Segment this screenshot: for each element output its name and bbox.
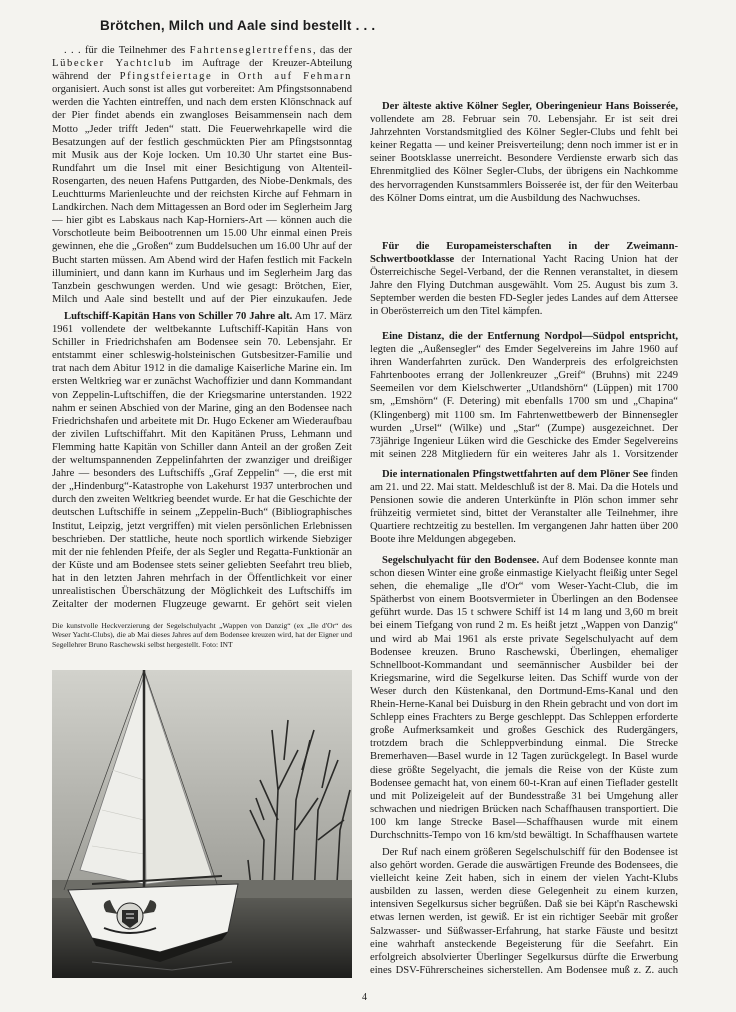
ploen-paragraph (370, 468, 678, 548)
page-number: 4 (362, 992, 367, 1003)
schiller-heading: Luftschiff-Kapitän Hans von Schiller 70 Jahre alt. (64, 311, 293, 322)
boisseree-heading: Der älteste aktive Kölner Segler, Oberingenieur Hans Boisserée, (382, 101, 678, 112)
europa-heading: Für die Europameisterschaften in der Zweimann-Schwertbootklasse (370, 241, 678, 266)
photo-caption: Die kunstvolle Heckverzierung der Segelschulyacht „Wappen von Danzig“ (ex „Ile d'Or“ des Weser Yacht-Clubs), die ab Mai dieses Jahres auf dem Bodensee kreuzen wird, hat der Eigner und Segellehrer Bruno Raschewski selbst hergestellt. Foto: INT (52, 621, 352, 649)
intro-paragraph: . . . für die Teilnehmer des Fahrtenseglertreffens, das der Lübecker Yachtclub im Auftrage der Kreuzer-Abteilung während der Pfingstfeiertage in Orth auf Fehmarn organisiert. Auch sonst ist alles gut vorbereitet: Am Pfingstsonnabend werden die Yachten eintreffen, und nach dem ersten Klönschnack auf der Pier findet abends ein zwangloses Beisammensein nach dem Motto „Jeder trifft Jeden“ statt. Die Feuerwehrkapelle wird die Besatzungen auf der festlich geschmückten Pier am Pfingstsonntag mit Musik aus der Koje locken. Um 10.30 Uhr startet eine Bus-Rundfahrt um die Insel mit einer Besichtigung von Altenteil-Rosengarten, des neuen Hafens Puttgarden, des Niobe-Denkmals, des Leuchtturms Marienleuchte und der reichsten Kirche auf Fehmarn in Landkirchen. Nach dem Mittagessen an Bord oder im Seglerheim Jarg — hier gibt es Labskaus nach Kap-Horniers-Art — können auch die Vorschotleute beim Beibootrennen um 15.00 Uhr einmal einen Preis gewinnen, ehe die „Großen“ zum Buddelsuchen um 16.00 Uhr auf der Bucht starten müssen. Am Abend wird der Hafen festlich mit Fackeln illuminiert, und dann kann im Kurhaus und im Seglerheim Jarg das Tanzbein geschwungen werden. Und wie gesagt: Brötchen, Eier, Milch und Aale sind bestellt und auf der Pier einzukaufen. Jede (52, 45, 352, 305)
europa-paragraph (370, 240, 678, 320)
schulyacht-heading: Segelschulyacht für den Bodensee. (382, 555, 540, 566)
schiller-body: Am 17. März 1961 vollendete der weltbekannte Luftschiff-Kapitän Hans von Schiller in Friedrichshafen am Bodensee sein 70. Lebensjahr. Er entstammt einer schleswig-holsteinischen Gutsbesitzer-Familie und trat nach dem Abitur 1912 in die damalige Kaiserliche Marine ein. Im ersten Weltkrieg war er zunächst Wachoffizier und dann Kommandant von Zeppelin-Luftschiffen, die der Kriegsmarine unterstanden. 1922 nahm er seinen Abschied von der Marine, ging an den Bodensee nach Friedrichshafen und arbeitete mit Dr. Hugo Eckener am Wiederaufbau der zivilen Luftschiffahrt. Mit den Kapitänen Pruss, Lehmann und Flemming hatte Kapitän von Schiller dann Anteil an der großen Zeit der weltumspannenden Zeppelinfahrten der zwanziger und dreißiger Jahre — besonders des Luftschiffs „Graf Zeppelin“ —, die erst mit der „Hindenburg“-Katastrophe von Lakehurst 1937 unterbrochen und durch den zweiten Weltkrieg beendet wurde. Er hat die Geschichte der deutschen Luftschiffe in seinem „Zeppelin-Buch“ (Bibliographisches Institut, Leipzig, jetzt vergriffen) mit vielen persönlichen Erlebnissen beschrieben. Der stattliche, heute noch sportlich wirkende Siebziger mit der nie fehlenden Pfeife, der als Segler und Regatta-Funktionär an der Küste und am Bodensee stets seiner geliebten Seefahrt treu blieb, hat in den letzten Jahren mehrfach in der Öffentlichkeit vor einer unrealistischen Überschätzung der Möglichkeit des Luftschiffs im Zeitalter der modernen Flugzeuge gewarnt. Er gehört seit vielen (52, 311, 352, 610)
distanz-body: legten die „Außensegler“ des Emder Segelvereins im Jahre 1960 auf ihren Wanderfahrten zurück. Den Wanderpreis des erfolgreichsten Fahrtenbootes errang der Jollenkreuzer „Greif“ (Bruhns) mit 2249 Seemeilen vor dem Kielschwerter „Utlandshörn“ (Lüppen) mit 1700 sm, „Emshörn“ (F. Detering) mit ebenfalls 1700 sm und „Chapina“ (Klingenberg) mit 1100 sm. Im Fahrtenwettbewerb der Binnensegler wurden „Ursel“ (Wilke) und „Star“ (Zumpe) ausgezeichnet. Der 73jährige Ingenieur Lüken wird die Geschicke des Emder Segelvereins mit seinen 228 Mitgliedern für ein weiteres Jahr als 1. Vorsitzender (370, 344, 678, 460)
ploen-body: finden am 21. und 22. Mai statt. Meldeschluß ist der 8. Mai. Da die Hotels und Pensionen sowie die anderen Unterkünfte in Plön schon immer sehr frühzeitig vermietet sind, bittet der Veranstalter alle Teilnehmer, ihre Quartiere rechtzeitig zu bestellen. Im vergangenen Jahr hatten über 200 Boote ihre Meldungen abgegeben. (370, 469, 678, 546)
ruf-paragraph: Der Ruf nach einem größeren Segelschulschiff für den Bodensee ist also gehört worden. Gerade die auswärtigen Freunde des Bodensees, die vielleicht keine Zeit haben, sich in einem der vielen Yacht-Klubs ausbilden zu lassen, werden diese Gelegenheit zu einem kurzen, intensiven Segelkursus sicher begrüßen. Daß sie bei Käpt'n Raschewski etwas lernen werden, ist gewiß. Er ist ein richtiger Seebär mit großer Salzwasser- und Süßwasser-Erfahrung, hat starke Fäuste und besitzt eine wahrhaft ansteckende Begeisterung für die Seefahrt. Ein erfolgreich absolvierter Überlinger Segelkursus dürfte die Erwerbung eines DSV-Führerscheines sicherstellen. Am Bodensee muß z. Z. auch (370, 847, 678, 976)
europa-body: der International Yacht Racing Union hat der Österreichische Segel-Verband, der die Rennen veranstaltet, in diesem Jahre den Flying Dutchman ausgewählt. Vom 25. August bis zum 3. September werden die besten FD-Segler jedes Landes auf dem Attersee in Oberösterreich um den Titel kämpfen. (370, 254, 678, 318)
schulyacht-body: Auf dem Bodensee konnte man schon diesen Winter eine große einmastige Kielyacht fleißig unter Segel sehen, die ehemalige „Ile d'Or“ vom Weser-Yacht-Club, die im Spätherbst von einem Bootsvermieter in Überlingen an den Bodensee geführt wurde. Das 15 t schwere Schiff ist 14 m lang und 3,60 m breit bei einem Tiefgang von rund 2 m. Es heißt jetzt „Wappen von Danzig“ und wird ab Mai 1961 als erste private Segelschulyacht auf dem Bodensee kreuzen. Bruno Raschewski, Überlingen, ehemaliger Schnellboot-Kommandant und seemännischer Ausbilder bei der Kriegsmarine, wird die Segelkurse leiten. Das Schiff wurde von der Weser durch den Küstenkanal, den Dortmund-Ems-Kanal und den Rhein-Herne-Kanal bei Duisburg in den Rhein gebracht und von dort im Schlepp eines Frachters zu Berge geschleppt. Das Schleppen erforderte große Aufmerksamkeit und großes Geschick des Rudergängers, trotzdem brach die Schleppverbindung einmal. Die Strecke Bremerhaven—Basel wurde in 12 Tagen zurückgelegt. In Basel wurde diese größte Segelyacht, die jemals die Reise von der Küste zum Bodensee gemacht hat, von einem 60-t-Kran auf einen Tieflader gestellt und mit Polizeigeleit auf der Bundesstraße 31 bei Umgehung aller schwachen und niedrigen Brücken nach Schaffhausen transportiert. Die 100 km lange Strecke Basel—Schaffhausen wurde mit einem Durchschnitts-Tempo von 16 km/std bewältigt. In Schaffhausen wartete (370, 555, 678, 841)
distanz-paragraph (370, 330, 678, 462)
schulyacht-paragraph (370, 554, 678, 844)
sailboat-photo (52, 670, 352, 978)
article-title: Brötchen, Milch und Aale sind bestellt . . . (100, 18, 376, 33)
schiller-paragraph (52, 310, 352, 610)
distanz-heading: Eine Distanz, die der Entfernung Nordpol—Südpol entspricht, (382, 331, 678, 342)
boisseree-paragraph (370, 100, 678, 232)
boisseree-body: vollendete am 28. Februar sein 70. Lebensjahr. Er ist seit drei Jahrzehnten Vorstandsmitglied des Kölner Segler-Clubs und fehlt bei keiner Regatta — und keiner Preisverteilung; denn noch immer ist er in seiner Bootsklasse unerreicht. Besondere Verdienste erwarb sich das Ehrenmitglied des Kölner Segler-Clubs, der übrigens ein Nachkomme des hervorragenden Kunstsammlers Boisserée ist, der für den Weiterbau des Kölner Doms eintrat, um die Ausbildung des Nachwuchses. (370, 114, 678, 204)
ploen-heading: Die internationalen Pfingstwettfahrten auf dem Plöner See (382, 469, 649, 480)
